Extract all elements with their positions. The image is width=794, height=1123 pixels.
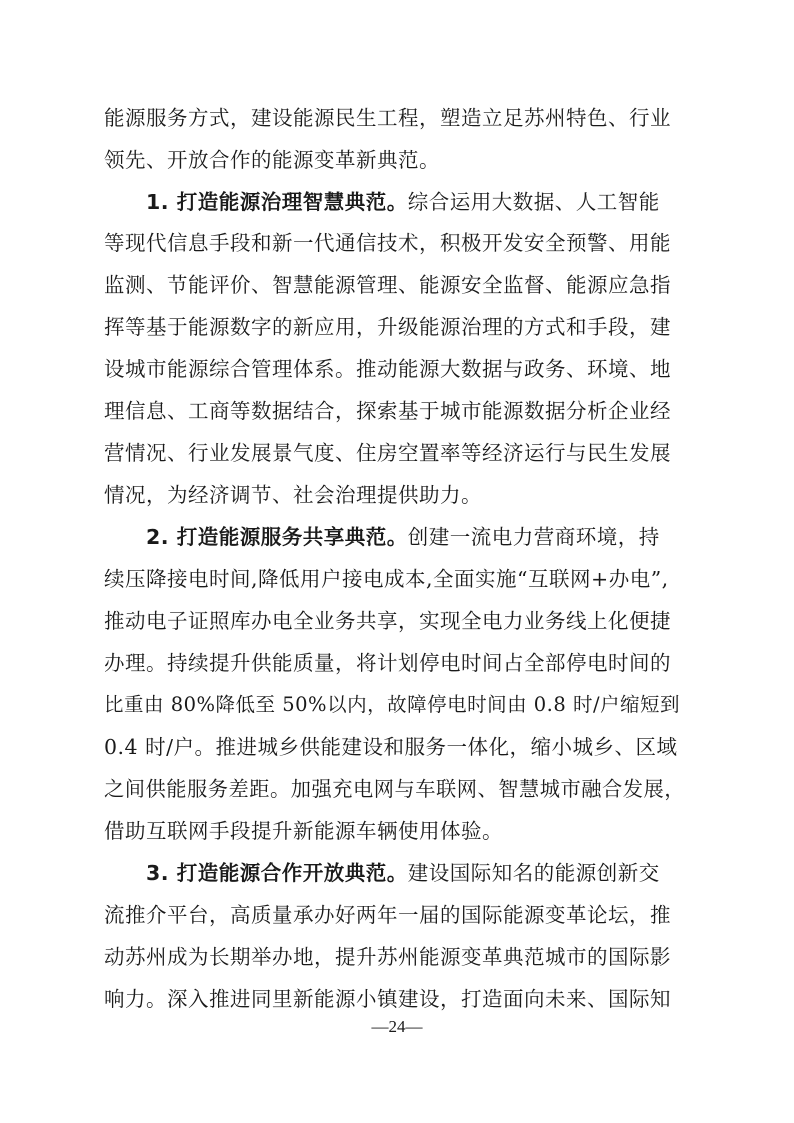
text-line: 监测、节能评价、智慧能源管理、能源安全监督、能源应急指 xyxy=(104,273,671,297)
text-line: 比重由 80%降低至 50%以内，故障停电时间由 0.8 时/户缩短到 xyxy=(104,693,681,716)
text-line: 推动电子证照库办电全业务共享，实现全电力业务线上化便捷 xyxy=(104,609,671,633)
text-line: 领先、开放合作的能源变革新典范。 xyxy=(104,148,440,172)
text-line: 综合运用大数据、人工智能 xyxy=(407,190,660,214)
section-1-heading: 1. 打造能源治理智慧典范。 xyxy=(146,190,408,214)
page-number: —24— xyxy=(371,1017,423,1036)
text-line: 0.4 时/户。推进城乡供能建设和服务一体化，缩小城乡、区域 xyxy=(104,735,678,759)
text-line: 情况，为经济调节、社会治理提供助力。 xyxy=(104,483,482,507)
text-line: 理信息、工商等数据结合，探索基于城市能源数据分析企业经 xyxy=(104,399,671,423)
text-line: 设城市能源综合管理体系。推动能源大数据与政务、环境、地 xyxy=(104,357,671,381)
text-line: 续压降接电时间,降低用户接电成本,全面实施“互联网+办电”, xyxy=(104,567,669,591)
text-line: 动苏州成为长期举办地，提升苏州能源变革典范城市的国际影 xyxy=(104,945,671,969)
section-3-first-line xyxy=(146,861,684,885)
text-line: 挥等基于能源数字的新应用，升级能源治理的方式和手段，建 xyxy=(104,315,671,339)
text-line: 等现代信息手段和新一代通信技术，积极开发安全预警、用能 xyxy=(104,231,671,255)
section-1-first-line xyxy=(146,190,684,214)
text-line: 之间供能服务差距。加强充电网与车联网、智慧城市融合发展， xyxy=(104,777,686,801)
text-line: 营情况、行业发展景气度、住房空置率等经济运行与民生发展 xyxy=(104,441,671,465)
section-2-heading: 2. 打造能源服务共享典范。 xyxy=(146,525,408,549)
text-line: 能源服务方式，建设能源民生工程，塑造立足苏州特色、行业 xyxy=(104,106,671,130)
text-line: 借助互联网手段提升新能源车辆使用体验。 xyxy=(104,819,503,843)
text-line: 响力。深入推进同里新能源小镇建设，打造面向未来、国际知 xyxy=(104,987,671,1011)
text-line: 办理。持续提升供能质量，将计划停电时间占全部停电时间的 xyxy=(104,651,671,675)
text-line: 建设国际知名的能源创新交 xyxy=(407,861,660,885)
section-2-first-line xyxy=(146,525,684,549)
text-line: 流推介平台，高质量承办好两年一届的国际能源变革论坛，推 xyxy=(104,903,671,927)
text-line: 创建一流电力营商环境，持 xyxy=(407,525,660,549)
section-3-heading: 3. 打造能源合作开放典范。 xyxy=(146,861,408,885)
